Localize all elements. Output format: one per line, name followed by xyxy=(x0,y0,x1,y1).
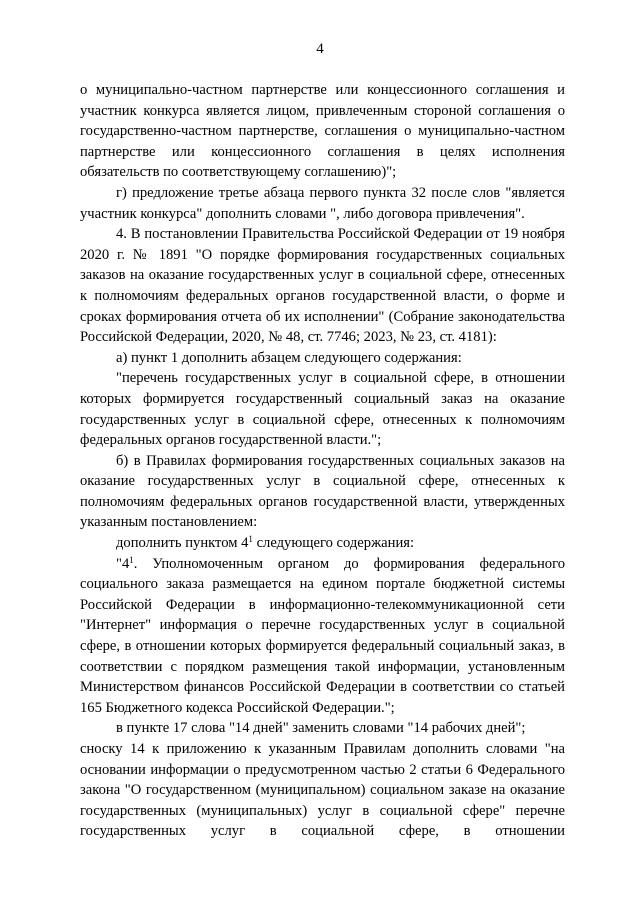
paragraph: а) пункт 1 дополнить абзацем следующего содержания: xyxy=(116,349,462,366)
paragraph: о муниципально-частном партнерстве или концессионного соглашения и участник конкурса является лицом, привлеченным стороной соглашения о государственно-частном партнерстве, соглашения о муниципально-частном партнерстве или концессионного соглашения в целях исполнения обязательств по соответствующему соглашению)"; xyxy=(80,82,565,181)
paragraph-text: следующего содержания: xyxy=(252,535,415,552)
superscript: 1 xyxy=(248,534,253,545)
paragraph: б) в Правилах формирования государственных социальных заказов на оказание государственных услуг в социальной сфере, отнесенных к полномочиям федеральных органов государственной власти, утвержденных указанным постановлением: xyxy=(80,452,565,531)
paragraph xyxy=(80,533,565,554)
paragraph: 4. В постановлении Правительства Российской Федерации от 19 ноября 2020 г. № 1891 "О порядке формирования государственных социальных заказов на оказание государственных услуг в социальной сфере, отнесенных к полномочиям федеральных органов государственной власти, о форме и сроках формирования отчета об их исполнении" (Собрание законодательства Российской Федерации, 2020, № 48, ст. 7746; 2023, № 23, ст. 4181): xyxy=(80,226,565,346)
paragraph: в пункте 17 слова "14 дней" заменить словами "14 рабочих дней"; xyxy=(116,720,526,737)
paragraph: сноску 14 к приложению к указанным Правилам дополнить словами "на основании информации о предусмотренном частью 2 статьи 6 Федерального закона "О государственном (муниципальном) социальном заказе на оказание государственных (муниципальных) услуг в социальной сфере" перечне государственных услуг в социальной сфере, в отношении xyxy=(80,741,565,840)
document-body xyxy=(80,80,565,842)
superscript: 1 xyxy=(129,554,134,565)
paragraph-text: . Уполномоченным органом до формирования федерального социального заказа размещается на едином портале бюджетной системы Российской Федерации в информационно-телекоммуникационной сети "Интернет" информация о перечне государственных услуг в социальной сфере, в отношении которых формируется федеральный социальный заказ, в соответствии с порядком размещения такой информации, установленным Министерством финансов Российской Федерации в соответствии со статьей 165 Бюджетного кодекса Российской Федерации."; xyxy=(80,555,565,716)
paragraph-text: "4 xyxy=(116,555,130,572)
paragraph xyxy=(80,554,565,719)
paragraph: "перечень государственных услуг в социальной сфере, в отношении которых формируется государственный социальный заказ на оказание государственных услуг в социальной сфере, отнесенных к полномочиям федеральных органов государственной власти."; xyxy=(80,370,565,449)
paragraph-text: дополнить пунктом 4 xyxy=(116,535,249,552)
paragraph: г) предложение третье абзаца первого пункта 32 после слов "является участник конкурса" дополнить словами ", либо договора привлечения". xyxy=(80,184,565,222)
page-number: 4 xyxy=(316,41,324,57)
